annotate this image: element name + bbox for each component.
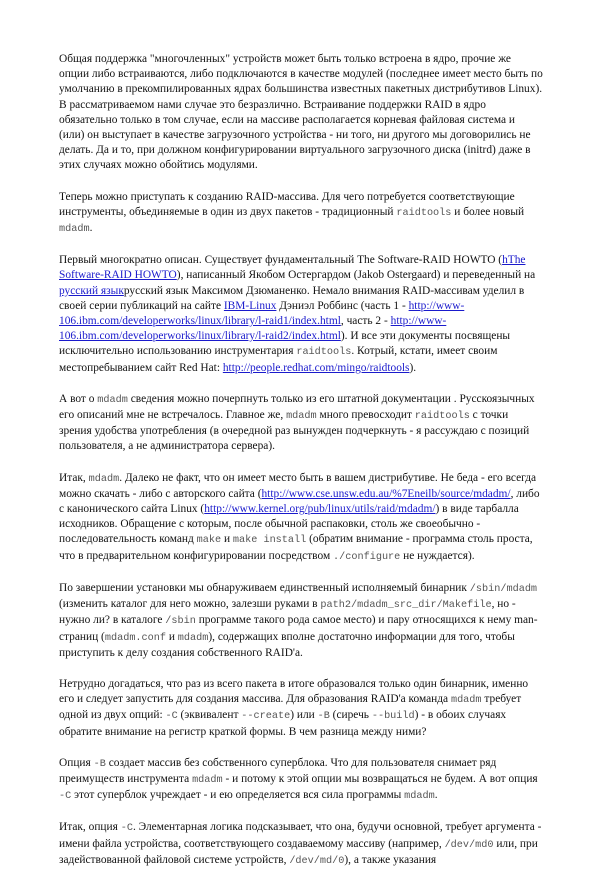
- text: с точки зрения удобства употребления (в очередной раз вынужден подчеркнуть - я рассуждаю с позиций пользователя, а не администратора сервера).: [59, 409, 530, 453]
- text: Дэниэл Роббинс (часть 1 -: [276, 299, 409, 312]
- text: . Далеко не факт, что он имеет место быть в вашем дистрибутиве. Не беда - его всегда можно скачать - либо с авторского сайта (: [59, 471, 537, 500]
- document-page: [59, 52, 543, 885]
- paragraph-9: [59, 820, 543, 869]
- link-raid-part1[interactable]: http://www-106.ibm.com/developerworks/linux/library/l-raid1/index.html: [59, 299, 465, 328]
- text: и более новый: [451, 205, 525, 218]
- text: и: [166, 630, 178, 643]
- text: ), а также указания: [344, 853, 437, 866]
- text: Опция: [59, 756, 94, 769]
- text: , либо с канонического сайта Linux (: [59, 487, 540, 516]
- paragraph-4: [59, 392, 543, 455]
- text: (изменить каталог для него можно, залезши руками в: [59, 598, 321, 611]
- link-raid-part2[interactable]: http://www-106.ibm.com/developerworks/linux/library/l-raid2/index.html: [59, 315, 447, 343]
- code-option-c: -C: [165, 711, 178, 723]
- link-kernel-org[interactable]: http://www.kernel.org/pub/linux/utils/raid/mdadm/: [204, 503, 436, 516]
- text: .: [89, 222, 93, 235]
- text: сведения можно почерпнуть только из его штатной документации . Русскоязычных его описаний мне не встречалось. Главное же,: [59, 392, 535, 422]
- paragraph-8: [59, 756, 543, 805]
- text: . Элементарная логика подсказывает, что она, будучи основной, требует аргумента - имени файла устройства, соответствующего создаваемому массиву (например,: [59, 821, 542, 850]
- text: , но - нужно ли? в каталоге: [59, 598, 516, 627]
- text: А вот о: [59, 392, 98, 405]
- code-mdadm: mdadm: [404, 791, 435, 803]
- text: Теперь можно приступать к созданию RAID-массива. Для чего потребуется соответствующие инструменты, объединяемые в один из двух пакетов - традиционный: [59, 190, 515, 218]
- code-raidtools: raidtools: [396, 207, 452, 219]
- text: не нуждается).: [400, 549, 475, 562]
- code-option-b: -B: [317, 711, 330, 723]
- paragraph-1: [59, 52, 543, 174]
- text: Первый многократно описан. Существует фундаментальный The Software-RAID HOWTO (: [59, 254, 503, 267]
- code-make: make: [196, 535, 222, 547]
- text: ) - в обоих случаях обратите внимание на регистр краткой формы. В чем разница между ними?: [59, 709, 507, 738]
- text: По завершении установки мы обнаруживаем единственный исполняемый бинарник: [59, 581, 470, 594]
- text: .: [434, 789, 438, 802]
- code-dev-md-0: /dev/md/0: [289, 855, 345, 867]
- code-mdadm: mdadm: [286, 411, 317, 423]
- text: и: [221, 533, 233, 546]
- code-configure: ./configure: [333, 551, 401, 563]
- text: ), написанный Якобом Остергардом (Jakob Ostergaard) и переведенный на: [176, 269, 536, 282]
- code-sbin-mdadm: /sbin/mdadm: [469, 583, 538, 595]
- text: создает массив без собственного суперблока. Что для пользователя снимает ряд преимуществ инструмента: [59, 756, 497, 785]
- code-dev-md0: /dev/md0: [444, 839, 494, 851]
- text: этот суперблок учреждает - и ею определяется вся сила программы: [71, 789, 405, 802]
- text: , часть 2 -: [340, 315, 391, 328]
- text: ).: [409, 361, 417, 374]
- text: требует одной из двух опций:: [59, 693, 522, 722]
- code-option-build: --build: [371, 711, 415, 723]
- paragraph-7: [59, 677, 543, 740]
- paragraph-6: [59, 581, 543, 661]
- link-software-raid-howto[interactable]: hThe Software-RAID HOWTO: [59, 254, 526, 282]
- code-option-create: --create: [241, 711, 291, 723]
- text: или, при задействованной файловой системе устройств,: [59, 837, 538, 866]
- code-mdadm: mdadm: [192, 774, 223, 786]
- code-option-b: -B: [93, 758, 106, 770]
- link-ibm-linux[interactable]: IBM-Linux: [223, 299, 277, 312]
- code-mdadm: mdadm: [450, 695, 482, 707]
- text: много превосходит: [316, 409, 415, 422]
- text: (эквивалент: [177, 709, 242, 722]
- code-mdadm: mdadm: [177, 632, 209, 644]
- paragraph-3: [59, 253, 543, 376]
- paragraph-5: [59, 471, 543, 565]
- text: Нетрудно догадаться, что раз из всего пакета в итоге образовался только один бинарник, именно его и следует запустить для создания массива. Для образования RAID'a команда: [59, 677, 529, 706]
- code-mdadm: mdadm: [97, 394, 128, 406]
- code-mdadm: mdadm: [88, 473, 120, 485]
- text: ) или: [290, 709, 318, 722]
- text: (обратим внимание - программа столь проста, что в предварительном конфигурировании посредством: [59, 533, 533, 562]
- text: . Котрый, кстати, имеет своим местопребыванием сайт Red Hat:: [59, 345, 498, 374]
- text: - и потому к этой опции мы возвращаться не будем. А вот опция: [222, 772, 538, 785]
- text: программе такого рода самое место) и пару относящихся к нему man-страниц (: [59, 614, 538, 643]
- code-mdadm-conf: mdadm.conf: [104, 632, 166, 644]
- link-author-site[interactable]: http://www.cse.unsw.edu.au/%7Eneilb/source/mdadm/: [261, 487, 511, 500]
- code-sbin: /sbin: [165, 616, 196, 628]
- paragraph-2: [59, 190, 543, 238]
- text: русский язык Максимом Дзюманенко. Немало внимания RAID-массивам уделил в своей серии публикаций на сайте: [59, 284, 525, 312]
- text: Итак, опция: [59, 821, 121, 834]
- code-option-c: -C: [59, 791, 72, 803]
- link-redhat-raidtools[interactable]: http://people.redhat.com/mingo/raidtools: [222, 361, 410, 374]
- text: Итак,: [59, 471, 89, 484]
- text: (сиречь: [329, 709, 372, 722]
- text: ), содержащих вполне достаточно информации для того, чтобы приступить к делу создания собственного RAID'a.: [59, 630, 515, 659]
- code-makefile-path: path2/mdadm_src_dir/Makefile: [320, 600, 492, 612]
- code-mdadm: mdadm: [59, 224, 90, 236]
- code-raidtools: raidtools: [296, 347, 352, 359]
- text: Общая поддержка "многочленных" устройств может быть только встроена в ядро, прочие же опции либо встраиваются, либо подключаются в качестве модулей (последнее имеет место быть по умолчанию в прекомпилированных ядрах большинства известных пакетных дистрибутивов Linux). В рассматриваемом нами случае это безразлично. Встраивание поддержки RAID в ядро обязательно только в том случае, если на массиве располагается корневая файловая система и (или) он выступает в качестве загрузочного устройства - ни того, ни другого мы договорились не делать. Да и то, при должном конфигурировании виртуального загрузочного диска (initrd) даже в этих случаях можно обойтись модулями.: [59, 53, 543, 172]
- code-option-c: -C: [120, 823, 133, 835]
- code-raidtools: raidtools: [414, 411, 470, 423]
- code-make-install: make install: [232, 535, 307, 547]
- text: ) в виде тарбалла исходников. Обращение с которым, после обычной распаковки, столь же своеобычно - последовательность команд: [59, 503, 519, 546]
- link-russian-translation[interactable]: русский язык: [59, 284, 124, 297]
- text: ). И все эти документы посвящены исключительно использованию инструментария: [59, 330, 511, 358]
